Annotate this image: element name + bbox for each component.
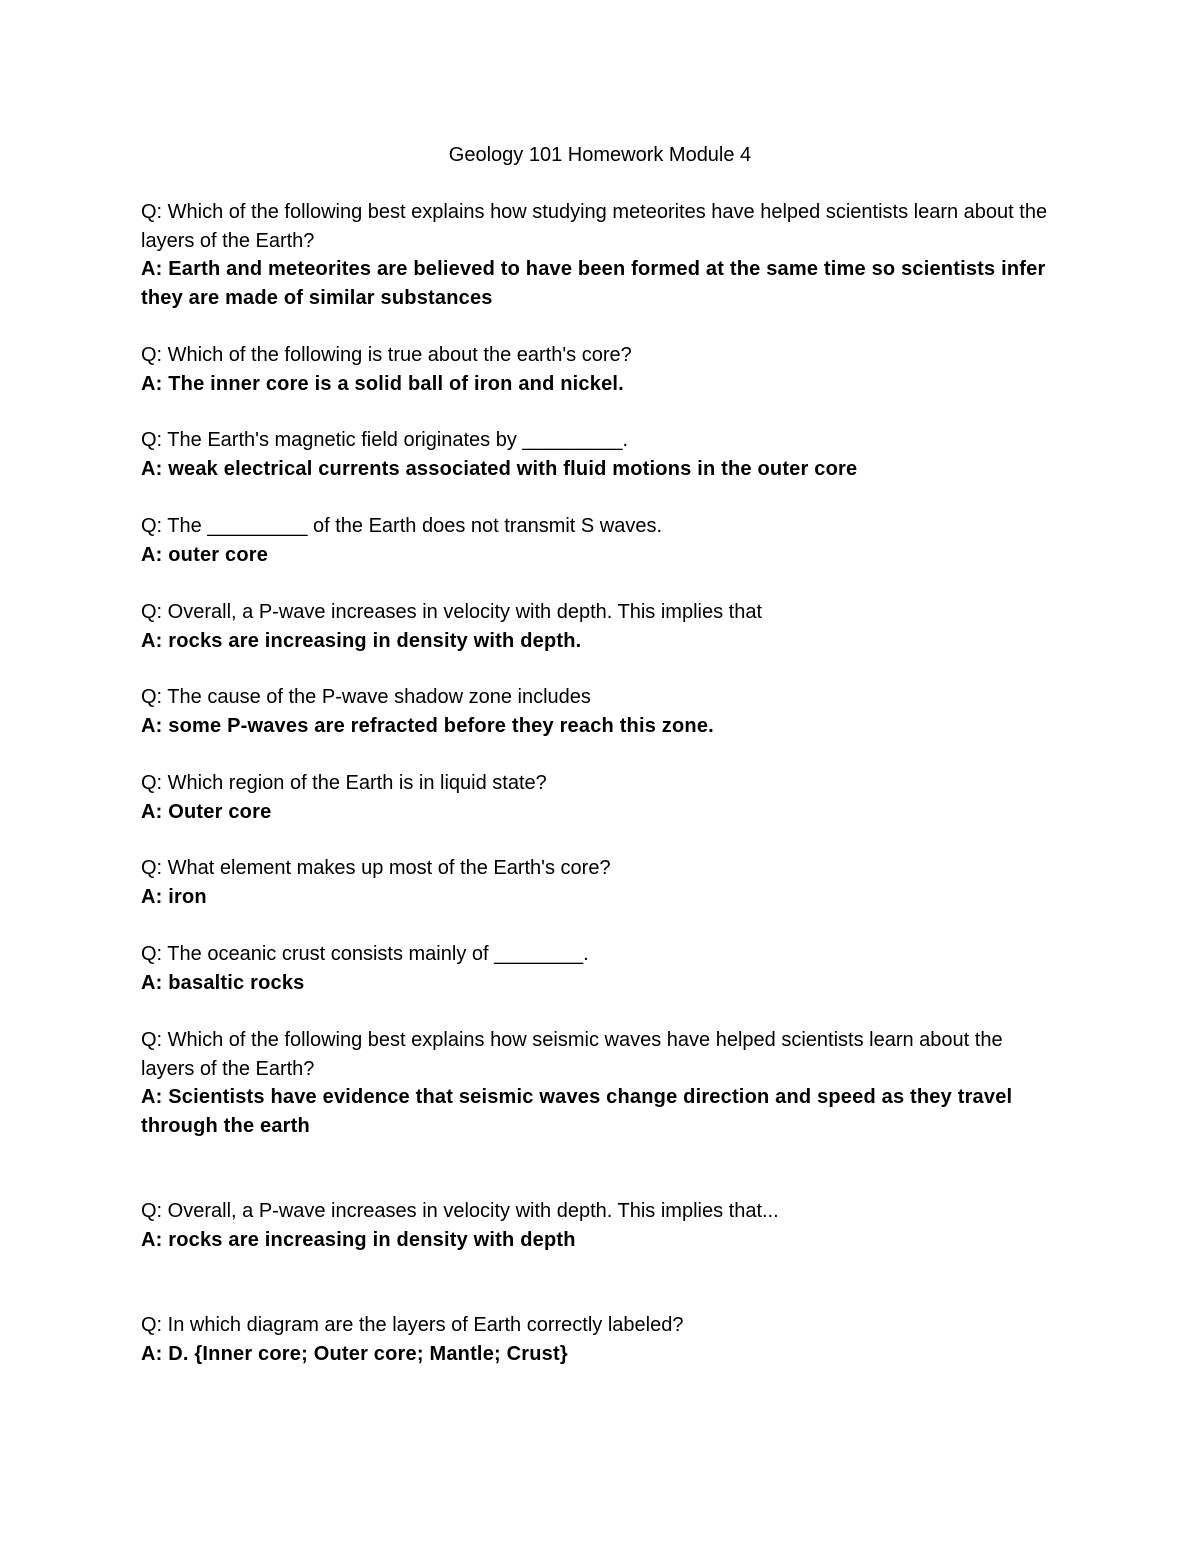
answer-text: A: iron [141, 885, 207, 908]
question-text: Q: Which of the following is true about the earth's core? [141, 344, 632, 366]
qa-item [141, 198, 1061, 312]
answer-text: A: outer core [141, 543, 269, 566]
qa-item [141, 769, 1061, 826]
question-text: Q: The Earth's magnetic field originates by _________. [141, 429, 629, 451]
question-text: Q: Which of the following best explains how seismic waves have helped scientists learn about the layers of the Earth? [141, 1029, 1003, 1080]
qa-item [141, 512, 1061, 569]
answer-text: A: rocks are increasing in density with depth [141, 1228, 576, 1251]
answer-text: A: basaltic rocks [141, 971, 305, 994]
answer-text: A: D. {Inner core; Outer core; Mantle; Crust} [141, 1342, 568, 1365]
answer-text: A: some P-waves are refracted before they reach this zone. [141, 714, 714, 737]
qa-item [141, 683, 1061, 740]
question-text: Q: What element makes up most of the Earth's core? [141, 857, 611, 879]
qa-item [141, 341, 1061, 398]
question-text: Q: The cause of the P-wave shadow zone includes [141, 686, 591, 708]
qa-item [141, 1026, 1061, 1140]
question-text: Q: Which region of the Earth is in liquid state? [141, 772, 547, 794]
qa-item [141, 598, 1061, 655]
document-title: Geology 101 Homework Module 4 [448, 144, 752, 166]
question-text: Q: Overall, a P-wave increases in velocity with depth. This implies that... [141, 1200, 779, 1222]
qa-item [141, 426, 1061, 483]
qa-item [141, 1197, 1061, 1254]
answer-text: A: The inner core is a solid ball of iron and nickel. [141, 372, 624, 395]
qa-item [141, 854, 1061, 911]
question-text: Q: Which of the following best explains how studying meteorites have helped scientists learn about the layers of the Earth? [141, 201, 1048, 252]
question-text: Q: The _________ of the Earth does not transmit S waves. [141, 515, 663, 537]
question-text: Q: The oceanic crust consists mainly of ________. [141, 943, 589, 965]
question-text: Q: In which diagram are the layers of Earth correctly labeled? [141, 1314, 684, 1336]
qa-item [141, 1311, 1061, 1368]
answer-text: A: rocks are increasing in density with depth. [141, 629, 582, 652]
answer-text: A: weak electrical currents associated with fluid motions in the outer core [141, 457, 858, 480]
answer-text: A: Outer core [141, 800, 272, 823]
answer-text: A: Earth and meteorites are believed to have been formed at the same time so scientists infer they are made of similar substances [141, 258, 1046, 309]
question-text: Q: Overall, a P-wave increases in velocity with depth. This implies that [141, 601, 762, 623]
answer-text: A: Scientists have evidence that seismic waves change direction and speed as they travel through the earth [141, 1086, 1013, 1137]
qa-item [141, 940, 1061, 997]
